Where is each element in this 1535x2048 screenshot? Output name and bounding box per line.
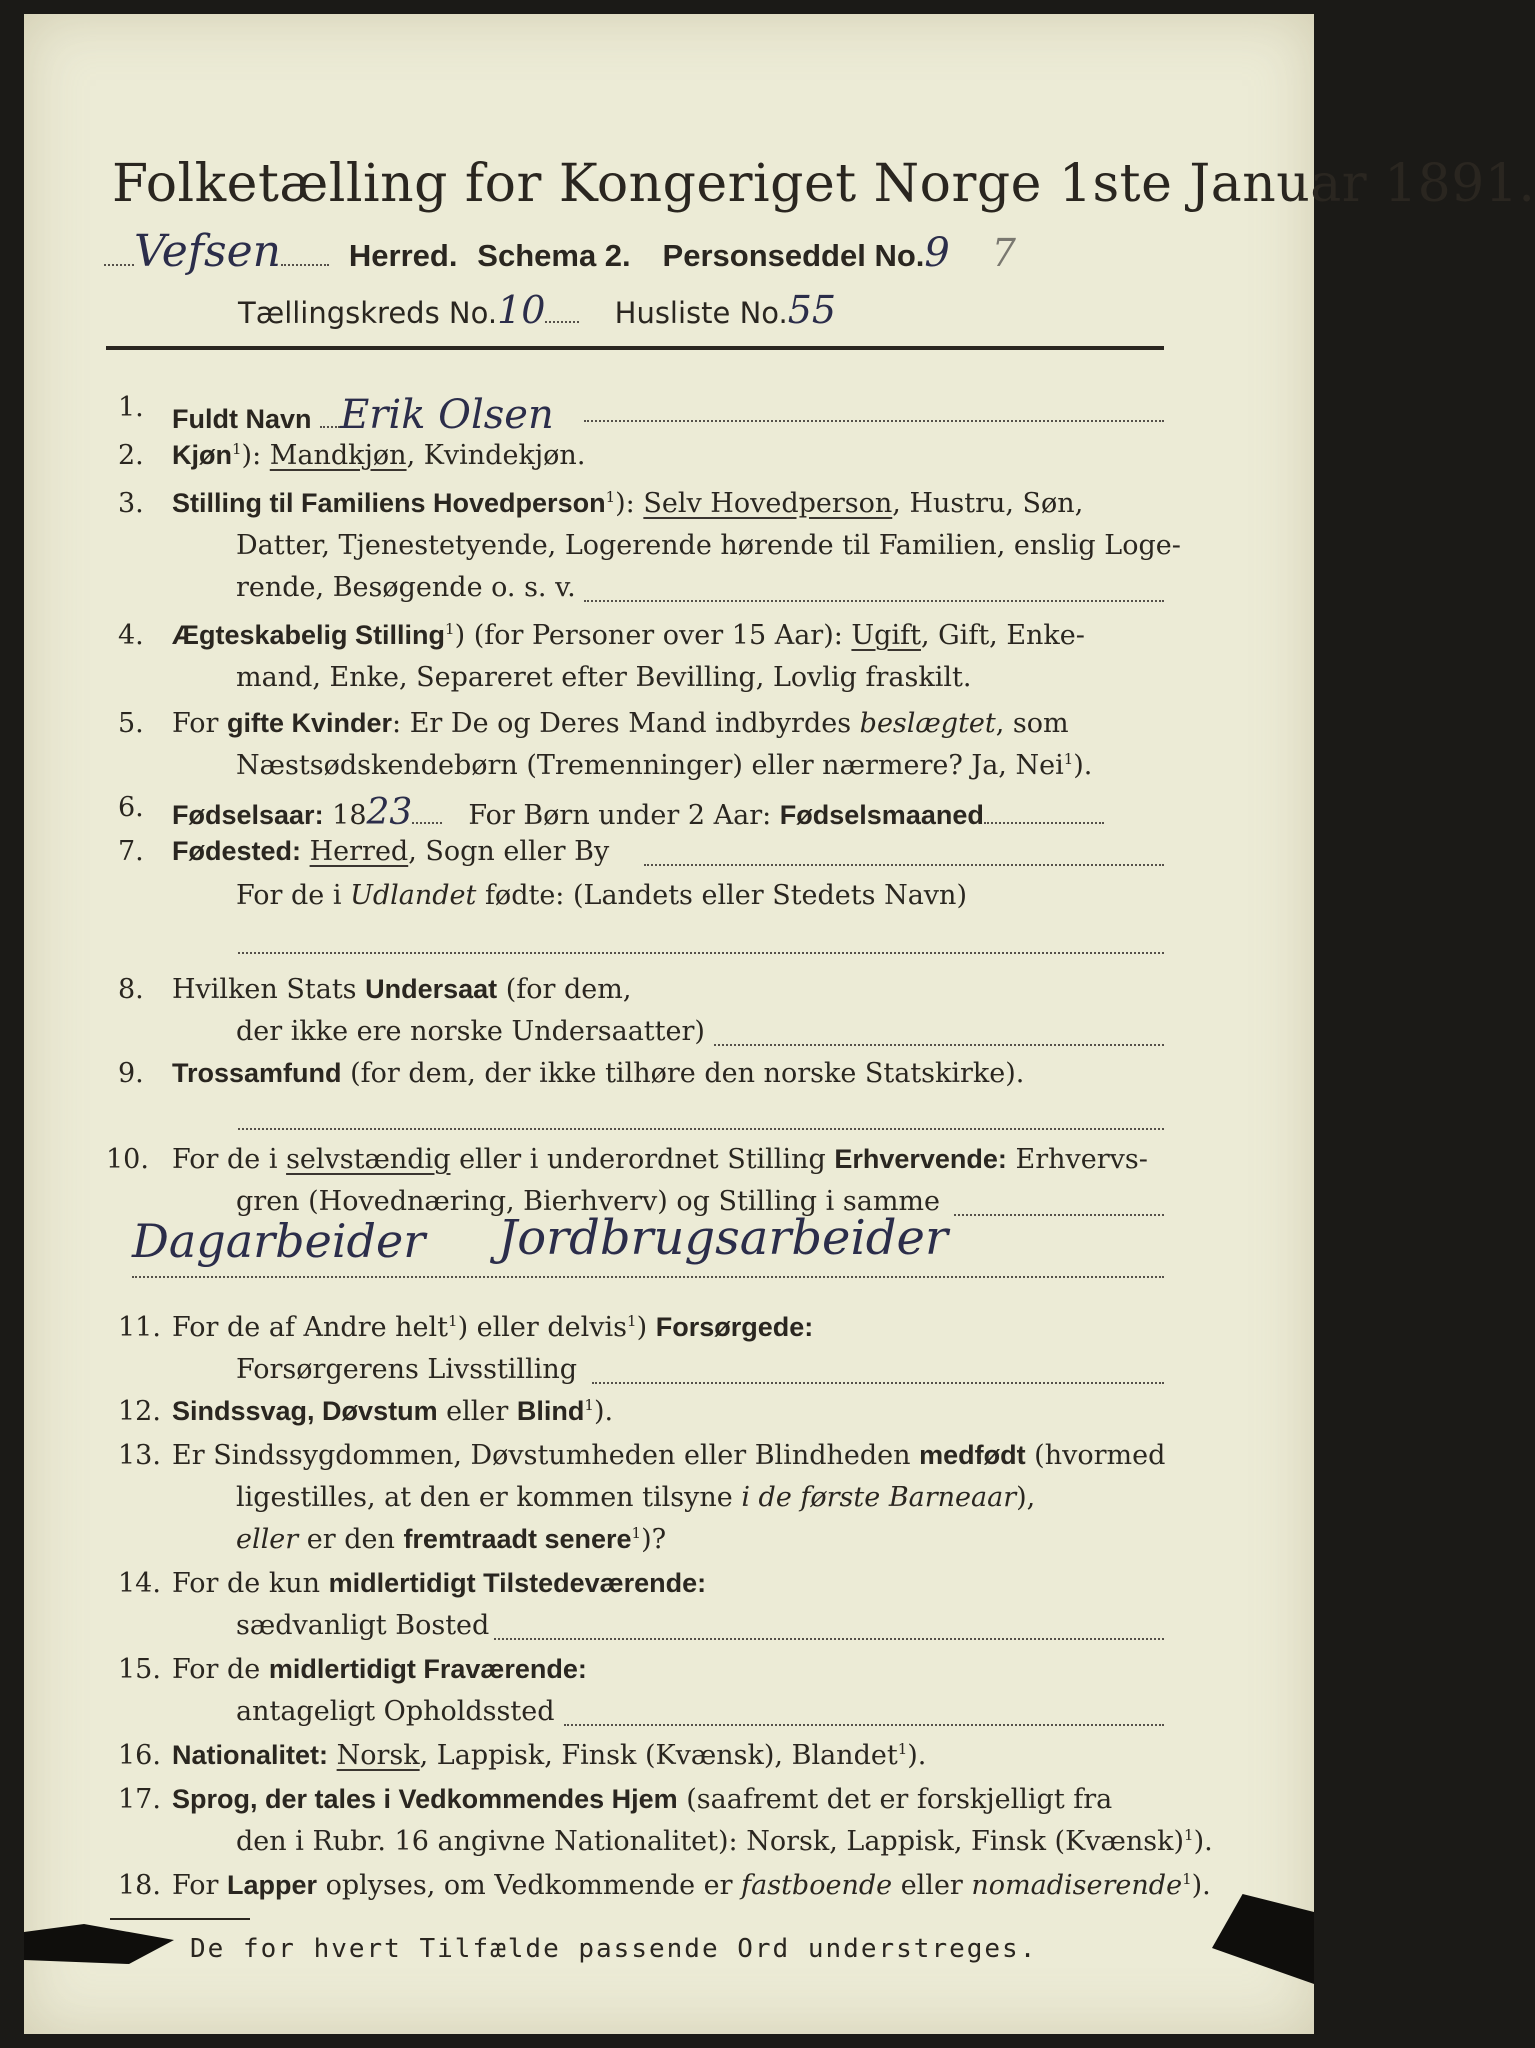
- footnote-rule: [110, 1918, 250, 1920]
- item-5-gifte-kvinder: For gifte Kvinder: Er De og Deres Mand indbyrdes beslægtet, som: [172, 708, 1069, 739]
- kreds-line: [238, 288, 836, 332]
- fuldt-navn-label: Fuldt Navn: [172, 404, 312, 434]
- item-number: 7.: [118, 836, 144, 867]
- item-10-line-2: gren (Hovednæring, Bierhverv) og Stilling i samme: [236, 1186, 941, 1217]
- item-17-line-2: den i Rubr. 16 angivne Nationalitet): Norsk, Lappisk, Finsk (Kvænsk)$^1$).: [236, 1826, 1213, 1857]
- item-3-stilling: Stilling til Familiens Hovedperson$^1$): Selv Hovedperson, Hustru, Søn,: [172, 488, 1084, 519]
- erhverv-value-2: Jordbrugsarbeider: [498, 1210, 948, 1266]
- item-11-line-2: Forsørgerens Livsstilling: [236, 1354, 578, 1385]
- item-15-line-2: antageligt Opholdssted: [236, 1696, 555, 1727]
- kjon-selected: Mandkjøn: [269, 440, 407, 471]
- erhverv-selected: selvstændig: [286, 1144, 451, 1175]
- item-number: 8.: [118, 974, 144, 1005]
- item-5-line-2: Næstsødskendebørn (Tremenninger) eller nærmere? Ja, Nei$^1$).: [236, 750, 1093, 781]
- herred-line: [104, 226, 1016, 277]
- item-number: 16.: [118, 1740, 161, 1771]
- personseddel-value: 9: [924, 230, 950, 276]
- torn-edge-right: [1212, 1894, 1314, 1984]
- item-14-tilstedevaerende: For de kun midlertidigt Tilstedeværende:: [172, 1568, 707, 1599]
- fodested-selected: Herred: [309, 836, 409, 867]
- item-8-line-2: der ikke ere norske Undersaatter): [236, 1016, 705, 1047]
- item-number: 15.: [118, 1654, 161, 1685]
- item-number: 13.: [118, 1440, 161, 1471]
- item-number: 17.: [118, 1784, 161, 1815]
- taellingskreds-label: Tællingskreds No.: [238, 296, 498, 330]
- item-14-line-2: sædvanligt Bosted: [236, 1610, 490, 1641]
- item-4-line-2: mand, Enke, Separeret efter Bevilling, Lovlig fraskilt.: [236, 662, 972, 693]
- item-11-forsorgede: For de af Andre helt$^1$) eller delvis$^1$) Forsørgede:: [172, 1312, 814, 1343]
- item-17-sprog: Sprog, der tales i Vedkommendes Hjem (saafremt det er forskjelligt fra: [172, 1784, 1113, 1815]
- item-number: 18.: [118, 1870, 161, 1901]
- item-number: 6.: [118, 792, 144, 823]
- taellingskreds-value: 10: [497, 288, 546, 332]
- item-number: 11.: [118, 1312, 161, 1343]
- form-title: Folketælling for Kongeriget Norge 1ste Januar 1891.: [112, 154, 1535, 214]
- stilling-selected: Selv Hovedperson: [643, 488, 893, 519]
- item-number: 14.: [118, 1568, 161, 1599]
- husliste-value: 55: [787, 288, 837, 332]
- footnote: De for hvert Tilfælde passende Ord understreges.: [190, 1934, 1038, 1964]
- item-number: 4.: [118, 620, 144, 651]
- herred-label: Herred.: [348, 238, 458, 273]
- header-rule: [106, 346, 1164, 350]
- item-7-fodested: Fødested: Herred, Sogn eller By: [172, 836, 610, 867]
- nationalitet-selected: Norsk: [336, 1740, 420, 1771]
- personseddel-label: Personseddel No.: [662, 238, 925, 273]
- aegteskab-selected: Ugift: [851, 620, 921, 651]
- item-16-nationalitet: Nationalitet: Norsk, Lappisk, Finsk (Kvænsk), Blandet$^1$).: [172, 1740, 927, 1771]
- item-number: 3.: [118, 488, 144, 519]
- item-4-aegteskab: Ægteskabelig Stilling$^1$) (for Personer over 15 Aar): Ugift, Gift, Enke-: [172, 620, 1085, 651]
- census-form-page: [24, 14, 1535, 2034]
- item-8-undersaat: Hvilken Stats Undersaat (for dem,: [172, 974, 632, 1005]
- torn-edge-left: [24, 1924, 174, 1964]
- item-13-medfodt: Er Sindssygdommen, Døvstumheden eller Blindheden medfødt (hvormed: [172, 1440, 1166, 1471]
- item-6-fodselsaar: Fødselsaar: 1823 For Børn under 2 Aar: Fødselsmaaned: [172, 792, 1104, 833]
- item-7-line-2: For de i Udlandet fødte: (Landets eller Stedets Navn): [236, 880, 967, 911]
- item-1-fuldt-navn: [172, 392, 554, 438]
- item-number: 2.: [118, 440, 144, 471]
- fodselsaar-value: 23: [366, 792, 413, 833]
- item-13-line-3: eller er den fremtraadt senere$^1$)?: [236, 1524, 667, 1555]
- schema-label: Schema 2.: [477, 238, 631, 273]
- item-18-lapper: For Lapper oplyses, om Vedkommende er fastboende eller nomadiserende$^1$).: [172, 1870, 1211, 1901]
- erhverv-value-1: Dagarbeider: [132, 1214, 426, 1268]
- item-15-fravaerende: For de midlertidigt Fraværende:: [172, 1654, 587, 1685]
- item-2-kjon: Kjøn$^1$): Mandkjøn, Kvindekjøn.: [172, 440, 586, 471]
- item-number: 10.: [106, 1144, 149, 1175]
- item-number: 9.: [118, 1058, 144, 1089]
- side-mark: 7: [991, 231, 1016, 275]
- item-number: 1.: [118, 392, 144, 423]
- item-3-line-2: Datter, Tjenestetyende, Logerende hørende til Familien, enslig Loge-: [236, 530, 1181, 561]
- item-13-line-2: ligestilles, at den er kommen tilsyne i de første Barneaar),: [236, 1482, 1036, 1513]
- item-number: 5.: [118, 708, 144, 739]
- item-3-line-3: rende, Besøgende o. s. v.: [236, 572, 576, 603]
- item-9-trossamfund: Trossamfund (for dem, der ikke tilhøre den norske Statskirke).: [172, 1058, 1025, 1089]
- husliste-label: Husliste No.: [614, 296, 788, 330]
- item-10-erhverv: For de i selvstændig eller i underordnet Stilling Erhvervende: Erhvervs-: [172, 1144, 1148, 1175]
- fuldt-navn-value: Erik Olsen: [340, 392, 554, 438]
- herred-value: Vefsen: [134, 226, 282, 277]
- item-12-sindssvag: Sindssvag, Døvstum eller Blind$^1$).: [172, 1396, 614, 1427]
- item-number: 12.: [118, 1396, 161, 1427]
